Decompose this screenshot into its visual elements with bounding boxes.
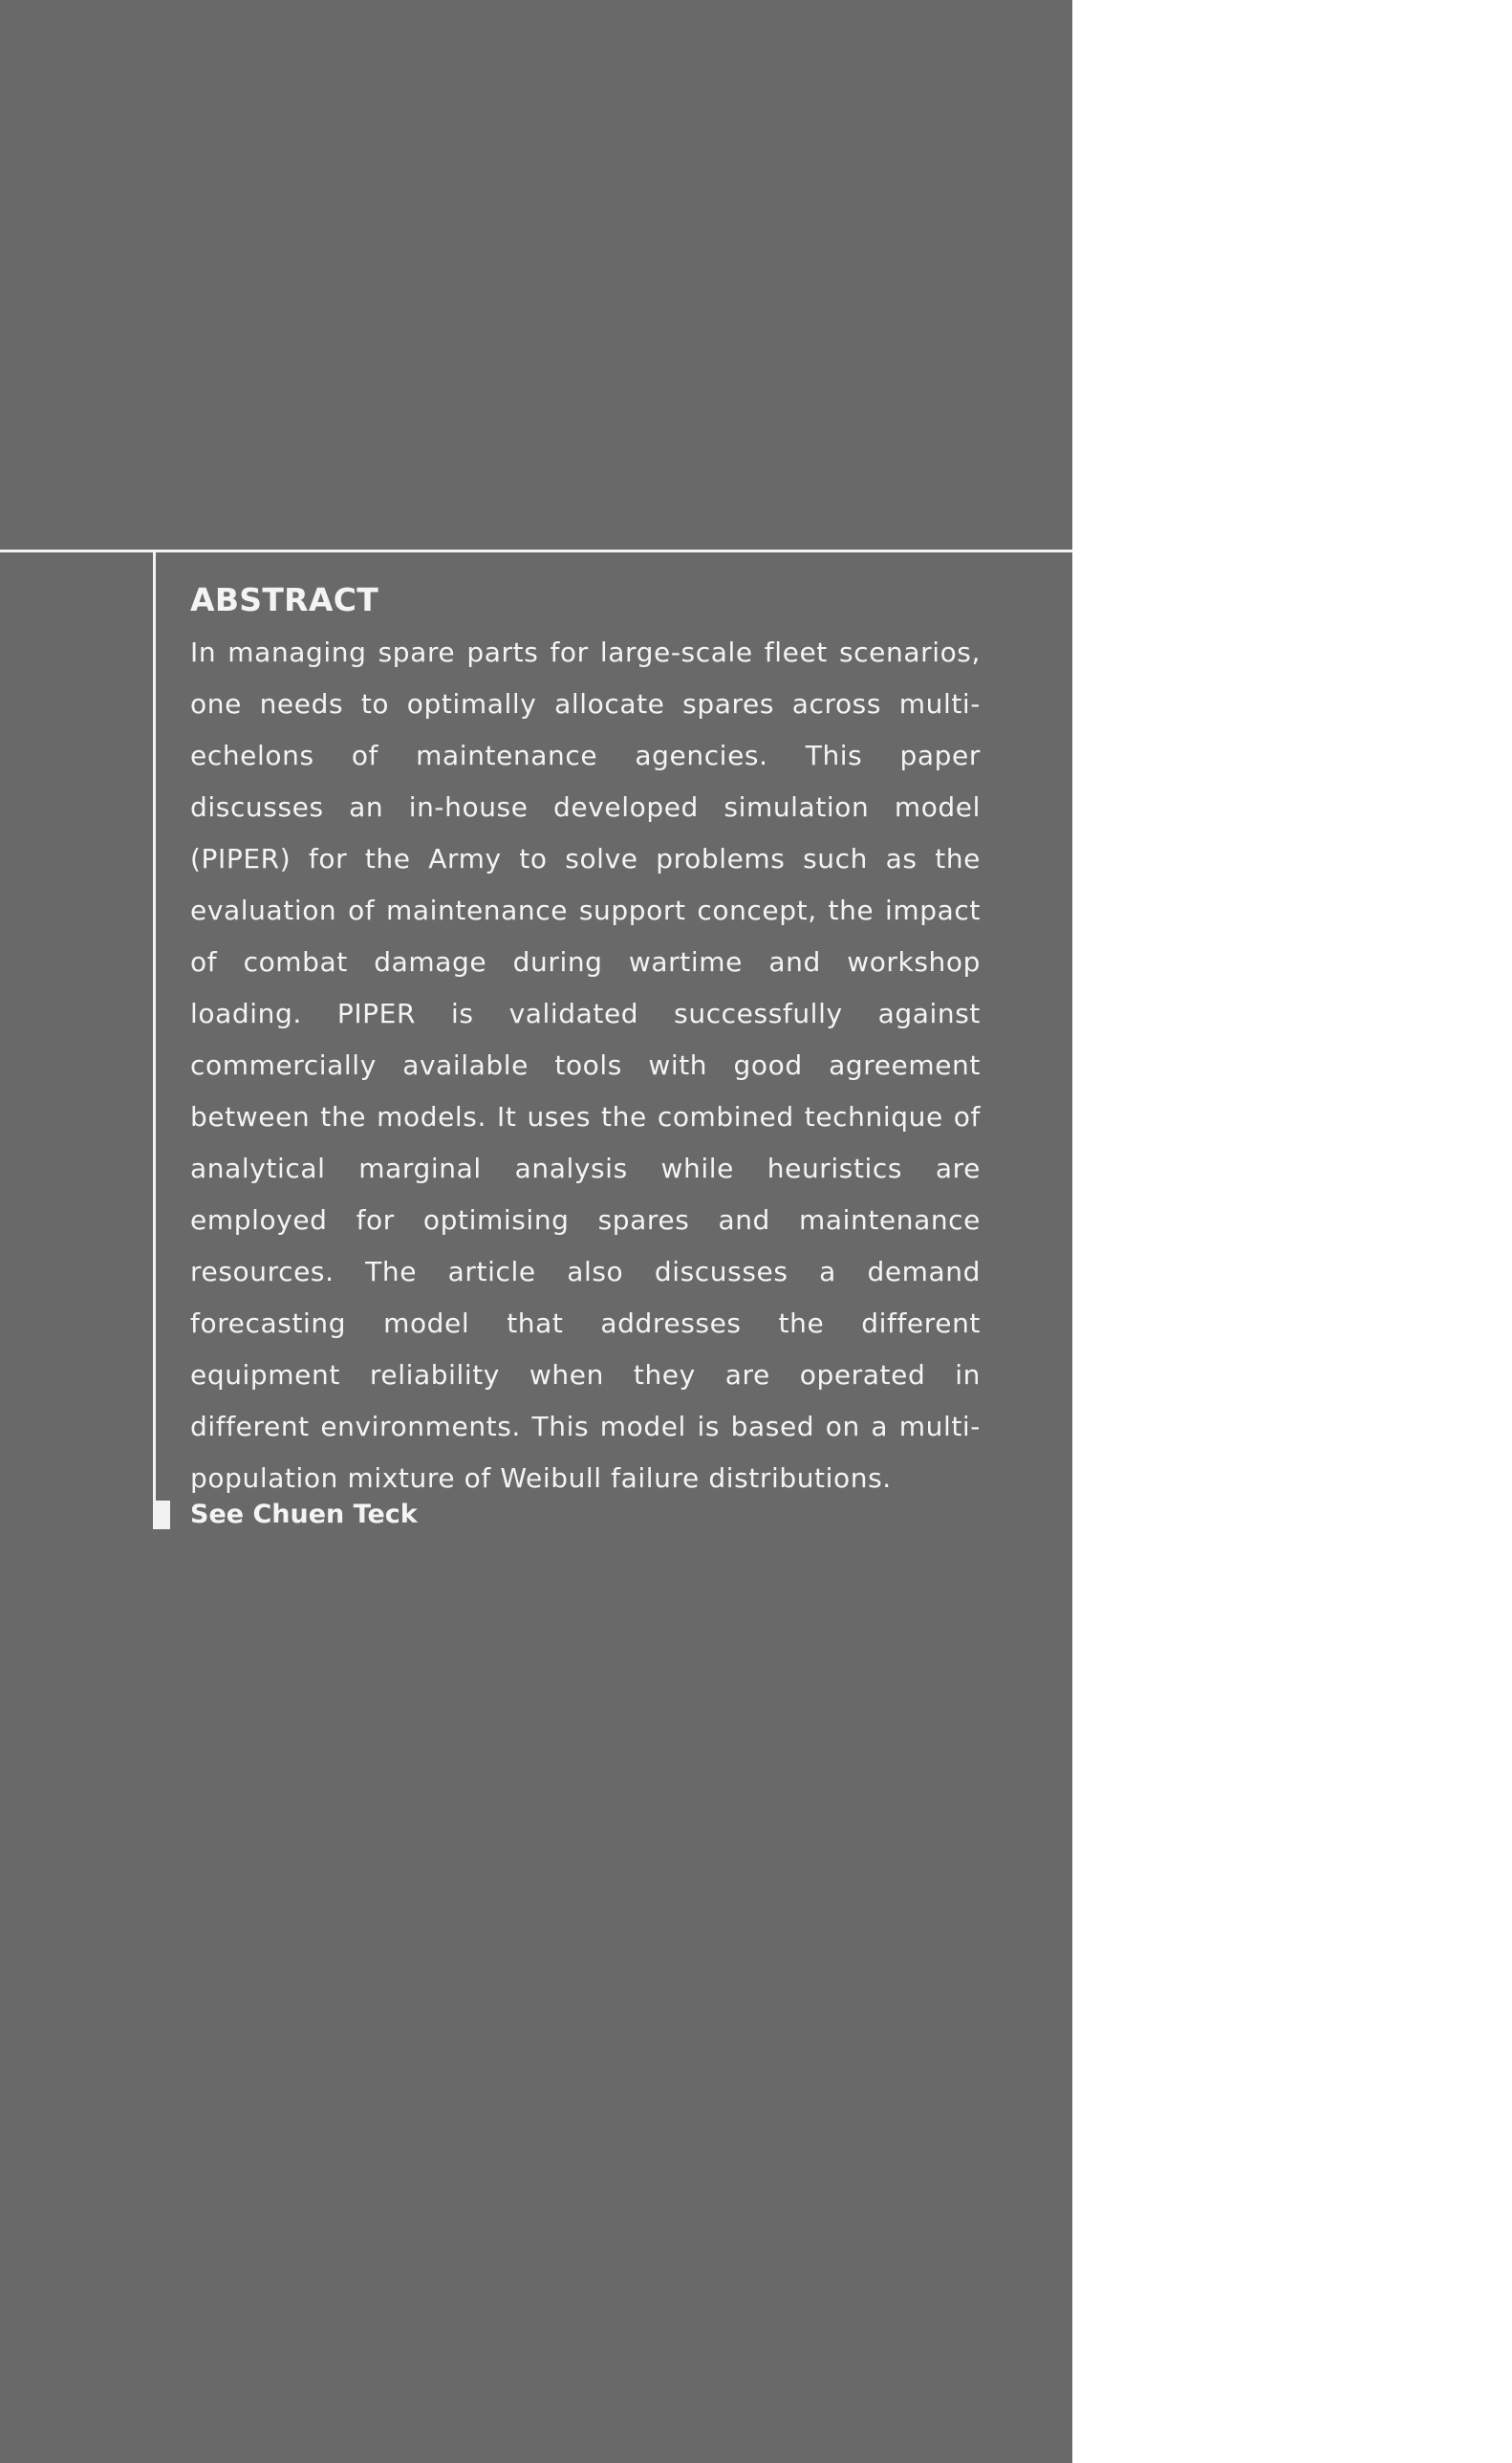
abstract-heading: ABSTRACT: [190, 581, 379, 618]
abstract-body: In managing spare parts for large-scale fleet scenarios, one needs to optimally allocate spares across multi-echelons of maintenance agencies. This paper discusses an in-house developed simulation model (PIPER) for the Army to solve problems such as the evaluation of maintenance support concept, the impact of combat damage during wartime and workshop loading. PIPER is validated successfully against commercially available tools with good agreement between the models. It uses the combined technique of analytical marginal analysis while heuristics are employed for optimising spares and maintenance resources. The article also discusses a demand forecasting model that addresses the different equipment reliability when they are operated in different environments. This model is based on a multi-population mixture of Weibull failure distributions.: [190, 637, 981, 1494]
vertical-rule: [153, 550, 156, 1526]
horizontal-rule: [0, 550, 1072, 552]
author-marker: [153, 1501, 170, 1529]
abstract-section: [190, 577, 981, 1504]
author-name: See Chuen Teck: [190, 1500, 418, 1529]
